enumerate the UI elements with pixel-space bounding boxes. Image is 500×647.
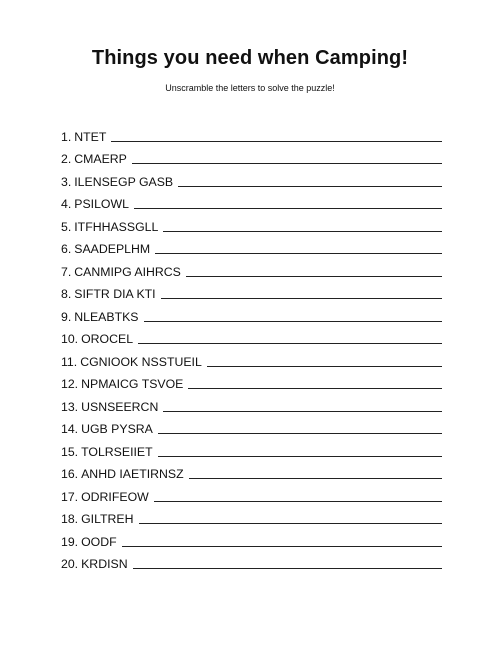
item-number: 1. [61, 129, 72, 144]
item-number: 9. [61, 309, 72, 324]
answer-line[interactable] [154, 501, 442, 502]
scrambled-word: GILTREH [81, 512, 134, 526]
item-number: 13. [61, 399, 79, 414]
scrambled-word: UGB PYSRA [81, 422, 153, 436]
instructions: Unscramble the letters to solve the puzzle! [165, 83, 335, 93]
answer-line[interactable] [139, 523, 443, 524]
scrambled-word: OODF [81, 534, 117, 549]
puzzle-item [61, 144, 442, 167]
puzzle-item [61, 166, 442, 189]
answer-line[interactable] [188, 388, 442, 389]
answer-line[interactable] [189, 478, 442, 479]
scrambled-word: USNSEERCN [81, 399, 159, 414]
answer-line[interactable] [155, 253, 442, 254]
puzzle-item [61, 189, 442, 212]
item-number: 4. [61, 197, 72, 211]
puzzle-item [61, 301, 442, 324]
puzzle-item [61, 234, 442, 257]
answer-line[interactable] [133, 568, 442, 569]
puzzle-item [61, 256, 442, 279]
scrambled-word: ILENSEGP GASB [74, 174, 174, 189]
scrambled-word: OROCEL [81, 332, 134, 346]
item-number: 10. [61, 332, 79, 346]
item-number: 7. [61, 264, 72, 279]
scrambled-word: NPMAICG TSVOE [81, 377, 184, 391]
scrambled-word: ODRIFEOW [81, 489, 149, 504]
scrambled-word: KRDISN [81, 557, 128, 571]
answer-line[interactable] [186, 276, 442, 277]
scrambled-word: TOLRSEIIET [81, 444, 153, 459]
item-number: 15. [61, 444, 79, 459]
puzzle-item [61, 121, 442, 144]
puzzle-item [61, 414, 442, 437]
item-number: 6. [61, 242, 72, 256]
item-number: 18. [61, 512, 79, 526]
page-title: Things you need when Camping! [91, 47, 409, 69]
item-number: 12. [61, 377, 79, 391]
scrambled-word: PSILOWL [74, 197, 129, 211]
answer-line[interactable] [111, 141, 442, 142]
item-number: 5. [61, 219, 72, 234]
answer-line[interactable] [207, 366, 442, 367]
scrambled-word: ITFHHASSGLL [74, 219, 159, 234]
scrambled-word: CGNIOOK NSSTUEIL [80, 354, 202, 369]
puzzle-item [61, 391, 442, 414]
item-number: 8. [61, 287, 72, 301]
answer-line[interactable] [132, 163, 442, 164]
answer-line[interactable] [161, 298, 442, 299]
item-number: 11. [61, 354, 78, 369]
puzzle-item [61, 481, 442, 504]
item-number: 14. [61, 422, 79, 436]
answer-line[interactable] [138, 343, 442, 344]
item-number: 19. [61, 534, 79, 549]
puzzle-item [61, 549, 442, 572]
item-number: 20. [61, 557, 79, 571]
answer-line[interactable] [163, 231, 442, 232]
scrambled-word: NLEABTKS [74, 309, 139, 324]
puzzle-item [61, 211, 442, 234]
scrambled-word: SIFTR DIA KTI [74, 287, 156, 301]
puzzle-item [61, 436, 442, 459]
answer-line[interactable] [163, 411, 442, 412]
answer-line[interactable] [144, 321, 442, 322]
puzzle-item [61, 526, 442, 549]
item-number: 17. [61, 489, 79, 504]
answer-line[interactable] [122, 546, 442, 547]
scrambled-word: ANHD IAETIRNSZ [81, 467, 184, 481]
puzzle-item [61, 459, 442, 482]
puzzle-list [61, 121, 442, 571]
item-number: 3. [61, 174, 72, 189]
puzzle-item [61, 504, 442, 527]
answer-line[interactable] [134, 208, 442, 209]
puzzle-item [61, 279, 442, 302]
scrambled-word: CANMIPG AIHRCS [74, 264, 181, 279]
puzzle-item [61, 346, 442, 369]
scrambled-word: NTET [74, 129, 107, 144]
puzzle-item [61, 369, 442, 392]
scrambled-word: SAADEPLHM [74, 242, 151, 256]
answer-line[interactable] [158, 456, 442, 457]
answer-line[interactable] [178, 186, 442, 187]
puzzle-item [61, 324, 442, 347]
item-number: 16. [61, 467, 79, 481]
item-number: 2. [61, 152, 72, 166]
answer-line[interactable] [158, 433, 442, 434]
scrambled-word: CMAERP [74, 152, 127, 166]
